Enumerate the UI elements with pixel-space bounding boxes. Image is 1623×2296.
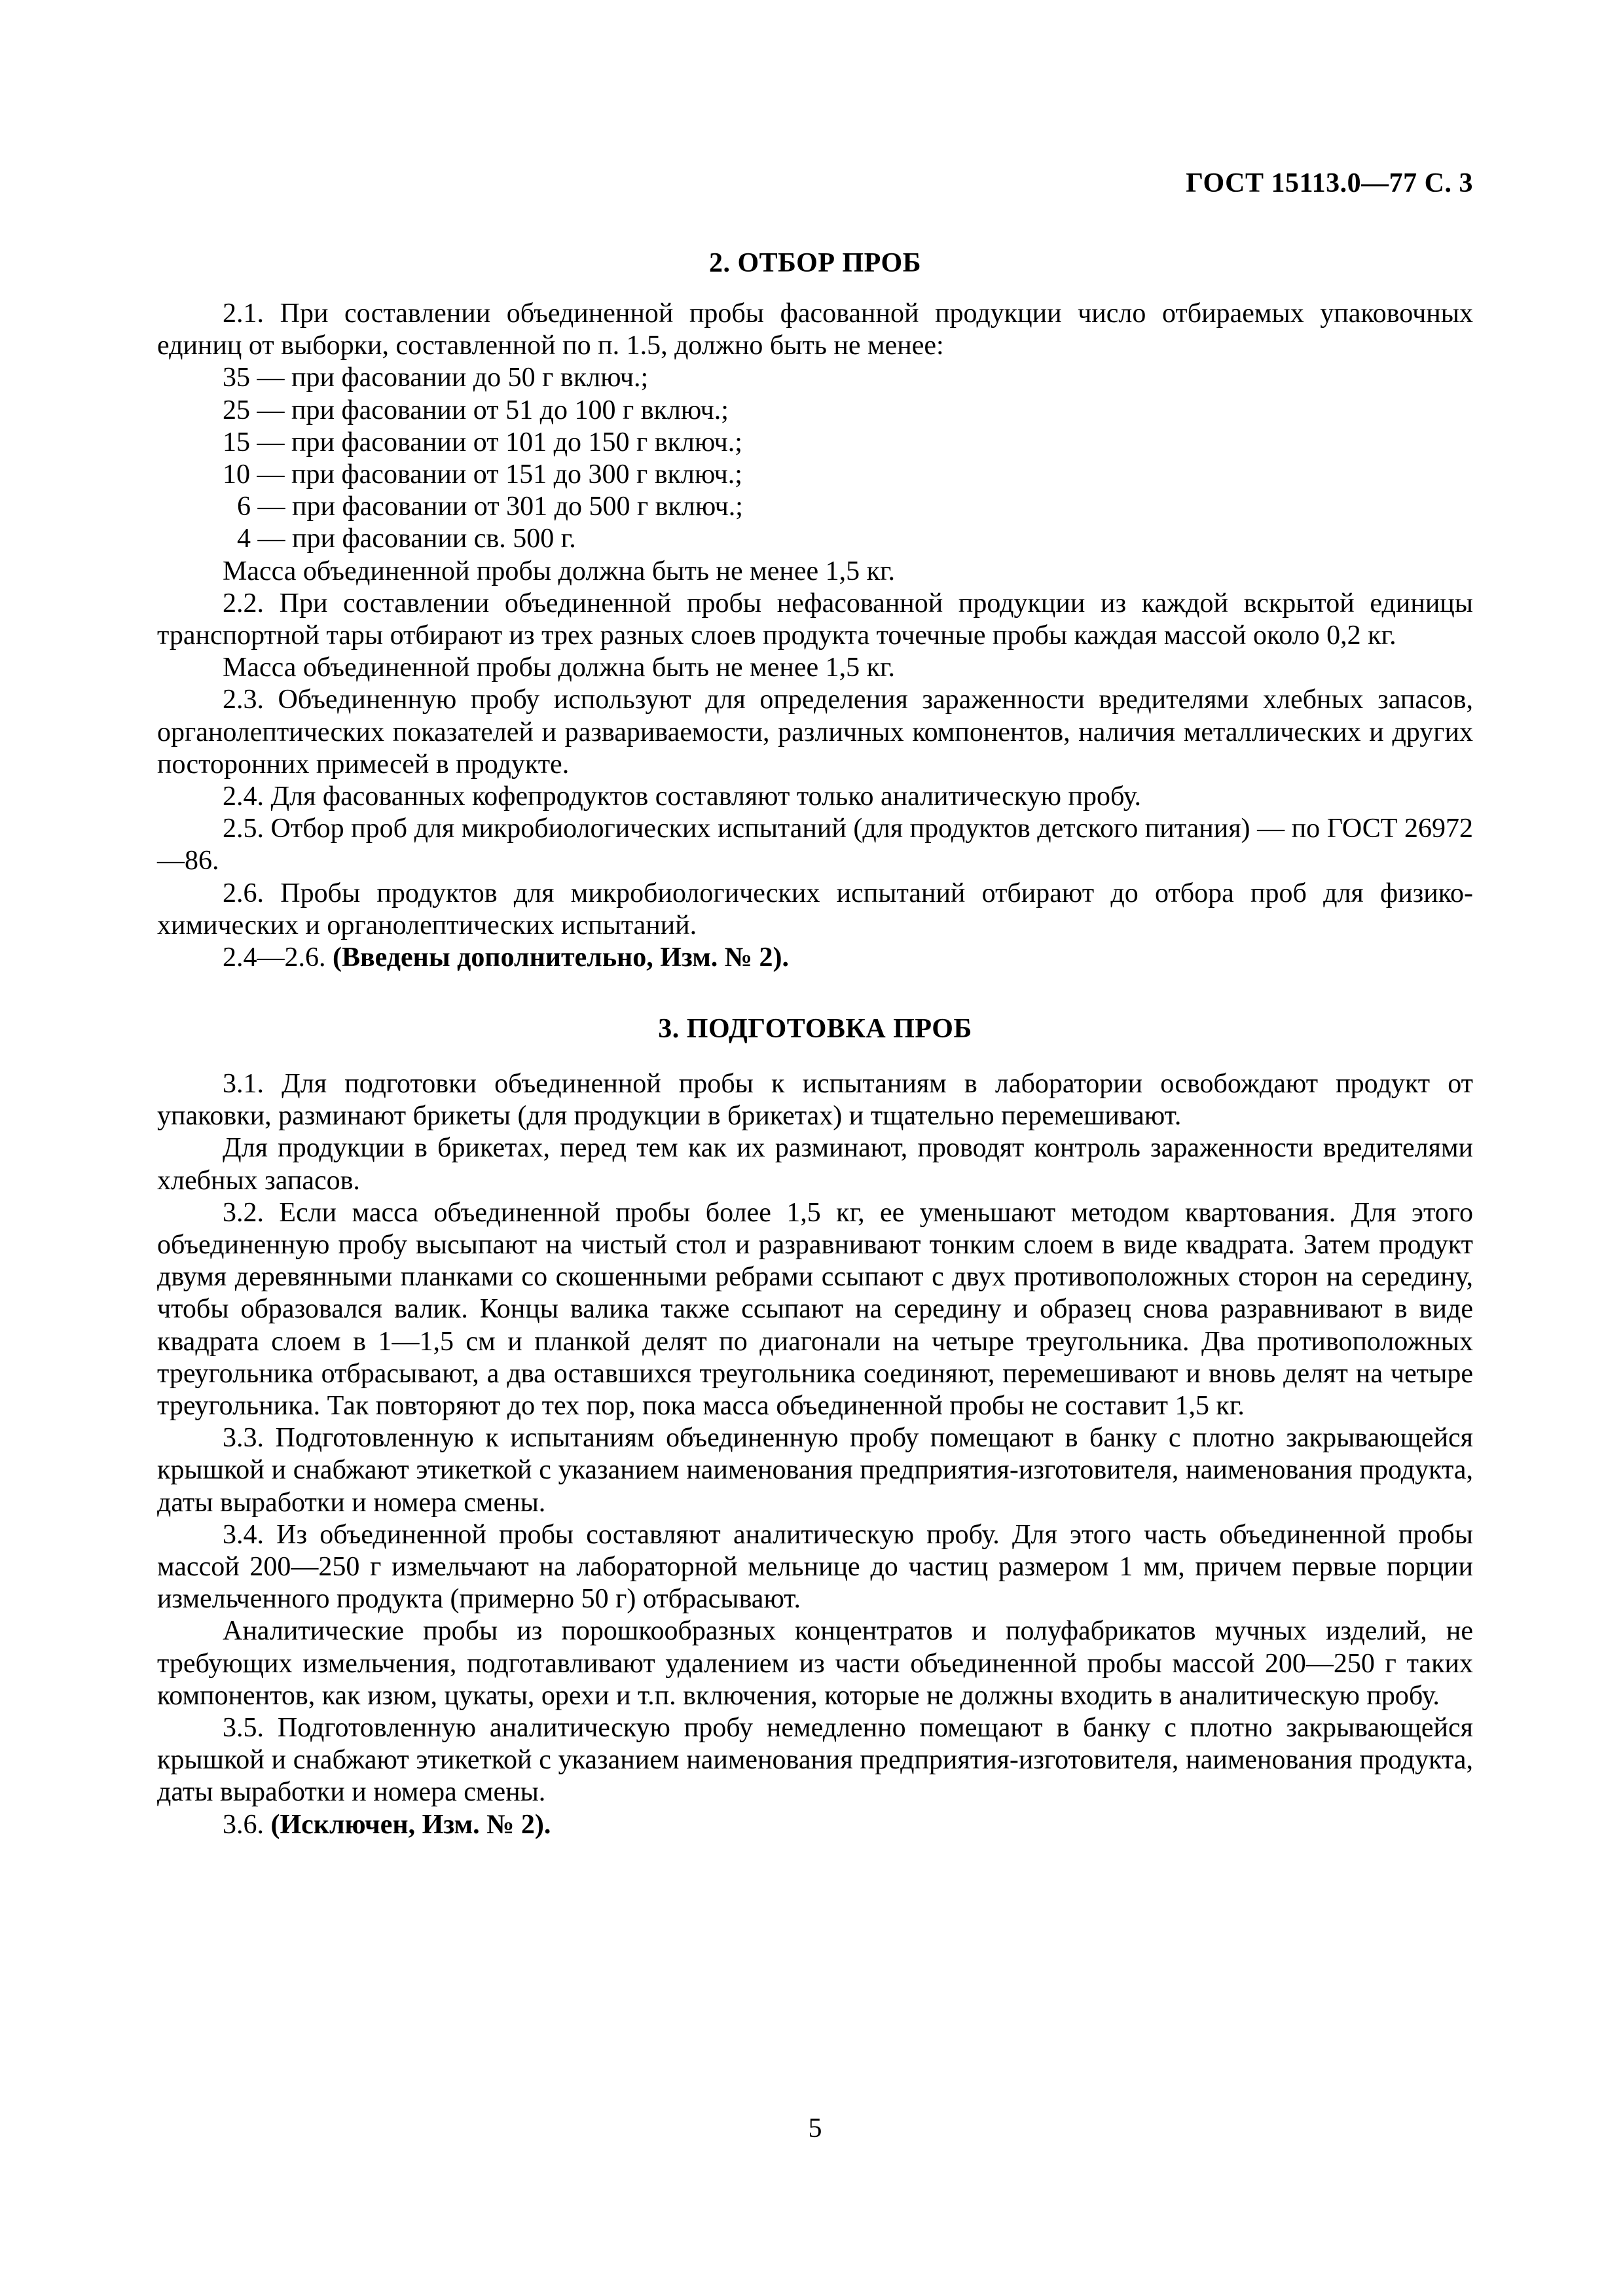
running-head: ГОСТ 15113.0—77 С. 3 bbox=[1186, 168, 1473, 198]
paragraph-2-2: 2.2. При составлении объединенной пробы нефасованной продукции из каждой вскрытой единицы транспортной тары отбирают из трех разных слоев продукта точечные пробы каждая массой около 0,2 кг. bbox=[157, 588, 1473, 651]
mass-note: Масса объединенной пробы должна быть не менее 1,5 кг. bbox=[223, 653, 896, 683]
paragraph-3-5: 3.5. Подготовленную аналитическую пробу немедленно помещают в банку с плотно закрывающейся крышкой и снабжают этикеткой с указанием наименования предприятия-изготовителя, наименования продукта, даты выработки и номера смены. bbox=[157, 1713, 1473, 1808]
list-item: 25 — при фасовании от 51 до 100 г включ.; bbox=[223, 395, 729, 425]
list-item: 4 — при фасовании св. 500 г. bbox=[237, 524, 576, 554]
list-item: 6 — при фасовании от 301 до 500 г включ.; bbox=[237, 492, 743, 522]
paragraph-2-3: 2.3. Объединенную пробу используют для определения зараженности вредителями хлебных запасов, органолептических показателей и развариваемости, различных компонентов, наличия металлических и других посторонних примесей в продукте. bbox=[157, 685, 1473, 780]
paragraph-3-4: 3.4. Из объединенной пробы составляют аналитическую пробу. Для этого часть объединенной пробы массой 200—250 г измельчают на лабораторной мельнице до частиц размером 1 мм, причем первые порции измельченного продукта (примерно 50 г) отбрасывают. bbox=[157, 1519, 1473, 1615]
amendment-text: (Введены дополнительно, Изм. № 2). bbox=[333, 942, 789, 973]
paragraph-3-1: 3.1. Для подготовки объединенной пробы к испытаниям в лаборатории освобождают продукт от упаковки, разминают брикеты (для продукции в брикетах) и тщательно перемешивают. bbox=[157, 1069, 1473, 1132]
amendment-note bbox=[157, 942, 1473, 974]
amendment-prefix: 2.4—2.6. bbox=[223, 942, 326, 973]
list-item: 15 — при фасовании от 101 до 150 г включ.; bbox=[223, 427, 742, 457]
section-2-title: 2. ОТБОР ПРОБ bbox=[708, 248, 921, 278]
section-2-body bbox=[157, 298, 1473, 974]
document-page bbox=[157, 0, 1473, 2296]
paragraph-3-6-prefix: 3.6. bbox=[223, 1809, 264, 1840]
paragraph-3-3: 3.3. Подготовленную к испытаниям объединенную пробу помещают в банку с плотно закрывающейся крышкой и снабжают этикеткой с указанием наименования предприятия-изготовителя, наименования продукта, даты выработки и номера смены. bbox=[157, 1423, 1473, 1518]
paragraph-2-1: 2.1. При составлении объединенной пробы фасованной продукции число отбираемых упаковочных единиц от выборки, составленной по п. 1.5, должно быть не менее: bbox=[157, 298, 1473, 361]
paragraph-2-6: 2.6. Пробы продуктов для микробиологических испытаний отбирают до отбора проб для физико-химических и органолептических испытаний. bbox=[157, 878, 1473, 941]
paragraph-3-2: 3.2. Если масса объединенной пробы более 1,5 кг, ее уменьшают методом квартования. Для этого объединенную пробу высыпают на чистый стол и разравнивают тонким слоем в виде квадрата. Затем продукт двумя деревянными планками со скошенными ребрами ссыпают с двух противоположных сторон на середину, чтобы образовался валик. Концы валика также ссыпают на середину и образец снова разравнивают в виде квадрата слоем в 1—1,5 см и планкой делят по диагонали на четыре треугольника. Два противоположных треугольника отбрасывают, а два оставшихся треугольника соединяют, перемешивают и вновь делят на четыре треугольника. Так повторяют до тех пор, пока масса объединенной пробы не составит 1,5 кг. bbox=[157, 1197, 1473, 1422]
page-number: 5 bbox=[808, 2113, 822, 2144]
section-3-title: 3. ПОДГОТОВКА ПРОБ bbox=[658, 1014, 972, 1044]
list-item: 35 — при фасовании до 50 г включ.; bbox=[223, 363, 649, 393]
paragraph-3-6 bbox=[157, 1809, 1473, 1841]
paragraph-3-4b: Аналитические пробы из порошкообразных концентратов и полуфабрикатов мучных изделий, не требующих измельчения, подготавливают удалением из части объединенной пробы массой 200—250 г таких компонентов, как изюм, цукаты, орехи и т.п. включения, которые не должны входить в аналитическую пробу. bbox=[157, 1616, 1473, 1711]
mass-note: Масса объединенной пробы должна быть не менее 1,5 кг. bbox=[223, 556, 896, 586]
paragraph-2-4: 2.4. Для фасованных кофепродуктов составляют только аналитическую пробу. bbox=[223, 781, 1142, 812]
paragraph-3-6-text: (Исключен, Изм. № 2). bbox=[270, 1809, 551, 1840]
list-item: 10 — при фасовании от 151 до 300 г включ.; bbox=[223, 459, 742, 490]
paragraph-3-1b: Для продукции в брикетах, перед тем как их разминают, проводят контроль зараженности вредителями хлебных запасов. bbox=[157, 1133, 1473, 1196]
section-3-body bbox=[157, 1068, 1473, 1841]
paragraph-2-5: 2.5. Отбор проб для микробиологических испытаний (для продуктов детского питания) — по ГОСТ 26972—86. bbox=[157, 814, 1473, 876]
